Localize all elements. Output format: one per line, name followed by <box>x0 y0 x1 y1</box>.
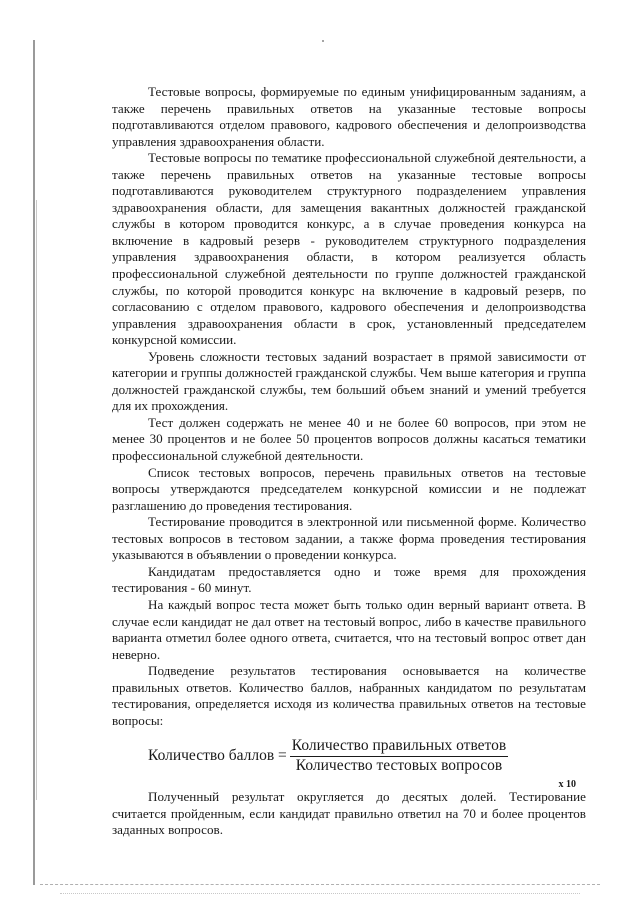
paragraph: Тестовые вопросы по тематике профессиональной служебной деятельности, а также перечень правильных ответов на указанные тестовые вопросы подготавливаются руководителем структурного подразделением управления здравоохранения области, для замещения вакантных должностей гражданской службы в котором проводится конкурс, а в случае проведения конкурса на включение в кадровый резерв - руководителем структурного подразделения управления здравоохранения области, в котором реализуется область профессиональной служебной деятельности по группе должностей гражданской службы, по которой проводится конкурс на включение в кадровый резерв, по согласованию с отделом правового, кадрового обеспечения и делопроизводства управления здравоохранения области в срок, установленный председателем конкурсной комиссии. <box>112 150 586 348</box>
paragraph: На каждый вопрос теста может быть только один верный вариант ответа. В случае если кандидат не дал ответ на тестовый вопрос, либо в качестве правильного варианта отметил более одного ответа, считается, что на тестовый вопрос ответ дан неверно. <box>112 596 586 662</box>
formula-numerator: Количество правильных ответов <box>290 738 508 757</box>
paragraph: Тестовые вопросы, формируемые по единым унифицированным заданиям, а также перечень правильных ответов на указанные тестовые вопросы подготавливаются отделом правового, кадрового обеспечения и делопроизводства управления здравоохранения области. <box>112 84 586 149</box>
formula-denominator: Количество тестовых вопросов <box>295 756 503 774</box>
scan-margin-line <box>33 40 35 885</box>
paragraph-final: Полученный результат округляется до десятых долей. Тестирование считается пройденным, если кандидат правильно ответил на 70 и более процентов заданных вопросов. <box>112 789 586 838</box>
scan-speck <box>322 40 324 42</box>
paragraph: Список тестовых вопросов, перечень правильных ответов на тестовые вопросы утверждаются председателем конкурсной комиссии и не подлежат разглашению до проведения тестирования. <box>112 464 586 513</box>
paragraph: Кандидатам предоставляется одно и тоже время для прохождения тестирования - 60 минут. <box>112 563 586 596</box>
paragraph: Тест должен содержать не менее 40 и не более 60 вопросов, при этом не менее 30 процентов и не более 50 процентов вопросов должны касаться тематики профессиональной служебной деятельности. <box>112 414 586 464</box>
formula-multiplier: x 10 <box>558 779 576 791</box>
score-formula <box>148 737 586 775</box>
scan-footer-line-faint <box>60 893 580 894</box>
document-body <box>112 84 586 839</box>
paragraph: Уровень сложности тестовых заданий возрастает в прямой зависимости от категории и группы должностей гражданской службы. Чем выше категория и группа должностей гражданской службы, тем больший объем знаний и умений требуется для их прохождения. <box>112 348 586 414</box>
formula-lhs: Количество баллов = <box>148 747 287 765</box>
paragraph: Подведение результатов тестирования основывается на количестве правильных ответов. Количество баллов, набранных кандидатом по результатам тестирования, определяется исходя из количества правильных ответов на тестовые вопросы: <box>112 663 586 728</box>
formula-fraction <box>290 738 508 774</box>
scan-footer-line <box>40 884 600 885</box>
scan-margin-line-faint <box>36 200 37 800</box>
paragraph: Тестирование проводится в электронной или письменной форме. Количество тестовых вопросов в тестовом задании, а также форма проведения тестирования указываются в объявлении о проведении конкурса. <box>112 514 586 563</box>
